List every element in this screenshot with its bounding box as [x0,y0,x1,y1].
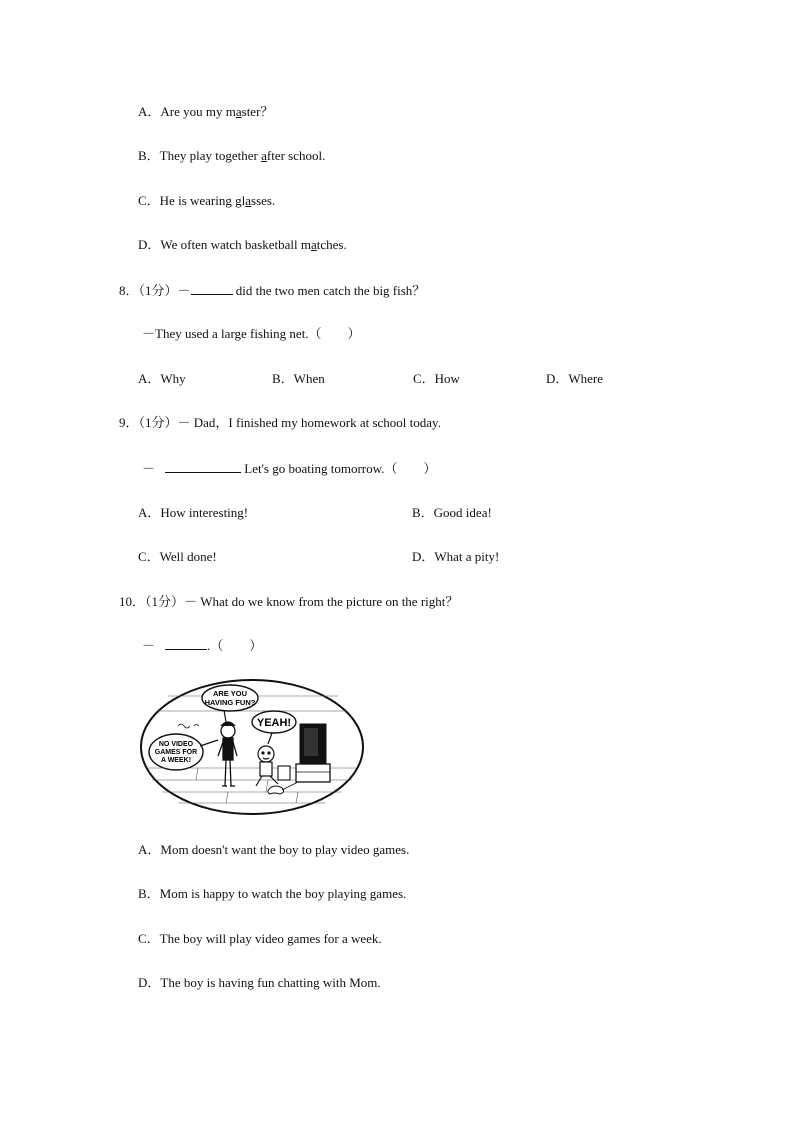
q9-response-end: Let's go boating tomorrow.（ ） [241,461,437,476]
q7-option-a-text: A．Are you my m [138,104,236,119]
q7-option-a-text-end: ster？ [241,104,274,119]
q7-option-c-text-end: sses. [251,193,276,208]
q10-response [142,637,262,654]
q9-response-dash: － [142,461,156,476]
q9-response [142,460,436,477]
bubble-top-line2: HAVING FUN? [204,698,256,707]
q7-option-d-text: D．We often watch basketball m [138,237,311,252]
q9-answer-blank[interactable] [165,460,241,473]
q10-option-d[interactable]: D．The boy is having fun chatting with Mom. [138,975,381,990]
q9-prompt: 9．（1分）－ Dad，I finished my homework at school today. [119,415,441,430]
bubble-yeah-text: YEAH! [256,717,292,729]
q7-option-b-text: B．They play together [138,148,262,163]
q9-options-row2 [0,549,794,565]
q10-option-c[interactable]: C．The boy will play video games for a week. [138,931,382,946]
q7-option-c [138,193,275,209]
q9-option-c[interactable]: C．Well done! [138,549,217,564]
q7-option-a-underlined: a [235,104,242,119]
q8-prompt-end: did the two men catch the big fish？ [232,283,426,298]
q8-prompt-start: 8．（1分）－ [119,283,191,298]
q8-response: －They used a large fishing net.（ ） [142,326,361,341]
q7-option-b [138,148,325,164]
q10-prompt: 10．（1分）－ What do we know from the picture on the right？ [119,594,459,609]
q7-option-b-underlined: a [261,148,267,163]
q8-option-d[interactable]: D．Where [546,371,604,386]
q8-option-b[interactable]: B．When [272,371,325,386]
q7-option-c-text: C．He is wearing gl [138,193,246,208]
q8-options [0,371,794,387]
q10-answer-blank[interactable] [165,637,207,650]
q7-option-b-text-end: fter school. [266,148,326,163]
q9-options-row1 [0,505,794,521]
q9-option-d[interactable]: D．What a pity! [412,549,500,564]
bubble-left-line3: A WEEK! [160,757,192,764]
q10-response-end: .（ ） [207,638,263,653]
cartoon-illustration [138,676,366,818]
q7-option-c-underlined: a [245,193,252,208]
q10-option-b[interactable]: B．Mom is happy to watch the boy playing games. [138,886,407,901]
bubble-left-line2: GAMES FOR [154,749,198,756]
bubble-left-line1: NO VIDEO [158,741,194,748]
q7-option-d [138,237,347,253]
q7-option-a [138,104,273,120]
q7-option-d-text-end: tches. [316,237,347,252]
q8-option-c[interactable]: C．How [413,371,460,386]
q8-prompt [119,282,425,299]
q10-response-dash: － [142,638,156,653]
q8-option-a[interactable]: A．Why [138,371,186,386]
q8-answer-blank[interactable] [191,282,233,295]
bubble-top-line1: ARE YOU [212,689,248,698]
q9-option-b[interactable]: B．Good idea! [412,505,492,520]
bucket-icon [278,766,290,780]
q10-option-a[interactable]: A．Mom doesn't want the boy to play video games. [138,842,410,857]
game-controller-icon [268,786,284,794]
q9-option-a[interactable]: A．How interesting! [138,505,249,520]
q7-option-d-underlined: a [310,237,317,252]
television-icon [296,724,330,782]
